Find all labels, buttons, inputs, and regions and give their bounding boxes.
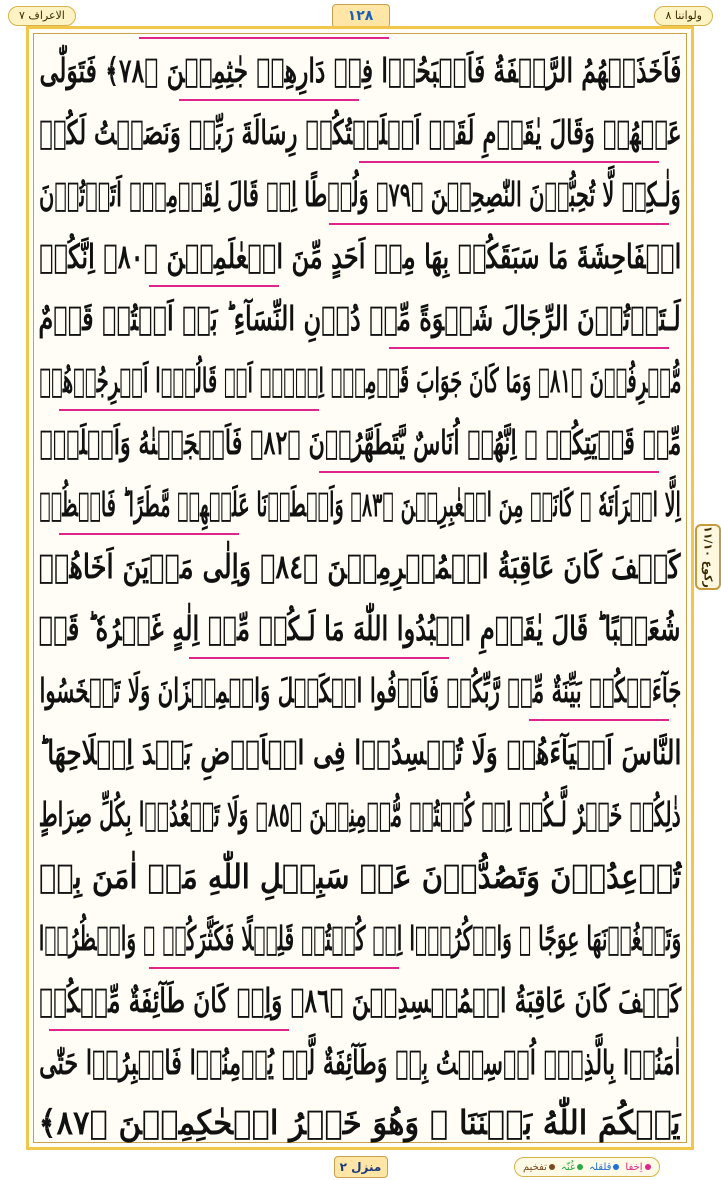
- page-number: ١٢٨: [332, 4, 390, 28]
- legend-item: اِخفا: [625, 1162, 650, 1173]
- verse-line: اِلَّا امۡرَاَتَهٗ ۖ كَانَتۡ مِنَ الۡغٰبِرِيۡنَ ﴿٨٣﴾ وَاَمۡطَرۡنَا عَلَيۡهِمۡ مَّطَرًا ؕ فَانۡظُرۡ: [39, 484, 681, 524]
- verse-line: النَّاسَ اَشۡيَآءَهُمۡ وَلَا تُفۡسِدُوۡا فِى الۡاَرۡضِ بَعۡدَ اِصۡلَاحِهَا ؕ: [38, 732, 682, 772]
- tajweed-rule-line: [329, 223, 669, 225]
- tajweed-rule-line: [189, 657, 449, 659]
- ruku-marker: ركوع ١١/١٠: [695, 524, 721, 590]
- verse-line: مِّنۡ قَرۡيَتِكُمۡ ۚ اِنَّهُمۡ اُنَاسٌ يَّتَطَهَّرُوۡنَ ﴿٨٢﴾ فَاَنۡجَيۡنٰهُ وَاَهۡلَهٗۤ: [39, 422, 681, 462]
- verse-line: مُّسۡرِفُوۡنَ ﴿٨١﴾ وَمَا كَانَ جَوَابَ قَوۡمِهٖۤ اِلَّاۤ اَنۡ قَالُوۡۤا اَخۡرِجُوۡهُمۡ: [38, 360, 682, 400]
- verse-line: كَيۡفَ كَانَ عَاقِبَةُ الۡمُجۡرِمِيۡنَ ﴿٨٤﴾ وَاِلٰى مَدۡيَنَ اَخَاهُمۡ: [39, 546, 681, 586]
- verse-line: الۡفَاحِشَةَ مَا سَبَقَكُمۡ بِهَا مِنۡ اَحَدٍ مِّنَ الۡعٰلَمِيۡنَ ﴿٨٠﴾ اِنَّكُمۡ: [38, 236, 682, 276]
- verse-line: شُعَيۡبًا ؕ قَالَ يٰقَوۡمِ اعۡبُدُوا اللّٰهَ مَا لَـكُمۡ مِّنۡ اِلٰهٍ غَيۡرُهٗ ؕ قَدۡ: [39, 608, 681, 648]
- verse-line: فَاَخَذَتۡهُمُ الرَّجۡفَةُ فَاَصۡبَحُوۡا فِيۡ دَارِهِمۡ جٰثِمِيۡنَ ﴿٧٨﴾ فَتَوَلّٰى: [39, 50, 681, 90]
- tajweed-rule-line: [319, 471, 659, 473]
- verse-line: ذٰلِكُمۡ خَيۡرٌ لَّـكُمۡ اِنۡ كُنۡتُمۡ مُّؤۡمِنِيۡنَ ﴿٨٥﴾ وَلَا تَقۡعُدُوۡا بِكُلِّ صِرَاطٍ: [38, 794, 681, 834]
- verse-line: تُوۡعِدُوۡنَ وَتَصُدُّوۡنَ عَنۡ سَبِيۡلِ اللّٰهِ مَنۡ اٰمَنَ بِهٖ: [38, 856, 682, 896]
- verse-line: وَتَبۡغُوۡنَهَا عِوَجًا ۚ وَاذۡكُرُوۡۤا اِذۡ كُنۡتُمۡ قَلِيۡلًا فَكَثَّرَكُمۡ ۖ وَانۡظُرُوۡا: [38, 918, 682, 958]
- verse-line: اٰمَنُوۡا بِالَّذِىۡۤ اُرۡسِلۡتُ بِهٖ وَطَآئِفَةٌ لَّمۡ يُؤۡمِنُوۡا فَاصۡبِرُوۡا حَتّٰى: [39, 1042, 681, 1082]
- surah-name-tag: الاعراف ٧: [8, 6, 76, 26]
- legend-item: قلقلہ: [589, 1162, 619, 1173]
- tajweed-rule-line: [149, 285, 279, 287]
- tajweed-rule-line: [59, 533, 239, 535]
- legend-dot-icon: [577, 1164, 583, 1170]
- tajweed-legend: [514, 1157, 660, 1177]
- tajweed-rule-line: [149, 967, 399, 969]
- text-frame: [26, 26, 694, 1150]
- tajweed-rule-line: [389, 347, 669, 349]
- tajweed-rule-line: [359, 161, 659, 163]
- page-header: [0, 4, 721, 26]
- tajweed-rule-line: [49, 1029, 289, 1031]
- page-footer: [0, 1153, 721, 1180]
- legend-item: غُنّہ: [561, 1162, 583, 1173]
- legend-dot-icon: [613, 1164, 619, 1170]
- legend-dot-icon: [645, 1164, 651, 1170]
- verse-line: لَـتَاۡتُوۡنَ الرِّجَالَ شَهۡوَةً مِّنۡ دُوۡنِ النِّسَآءِ ؕ بَلۡ اَنۡتُمۡ قَوۡمٌ: [38, 298, 682, 338]
- tajweed-rule-line: [179, 99, 359, 101]
- verse-line: جَآءَتۡكُمۡ بَيِّنَةٌ مِّنۡ رَّبِّكُمۡ فَاَوۡفُوا الۡكَيۡلَ وَالۡمِيۡزَانَ وَلَا تَبۡخَسُوا: [38, 670, 681, 710]
- juz-name-tag: ولواننا ٨: [654, 6, 713, 26]
- tajweed-rule-line: [139, 37, 389, 39]
- tajweed-rule-line: [59, 409, 319, 411]
- verse-line: يَحۡكُمَ اللّٰهُ بَيۡنَنَا ۚ وَهُوَ خَيۡرُ الۡحٰكِمِيۡنَ ﴿٨٧﴾: [38, 1102, 682, 1142]
- legend-dot-icon: [549, 1164, 555, 1170]
- verse-line: وَلٰـكِنۡ لَّا تُحِبُّوۡنَ النّٰصِحِيۡنَ ﴿٧٩﴾ وَلُوۡطًا اِذۡ قَالَ لِقَوۡمِهٖۤ اَتَاۡتُوۡنَ: [39, 174, 681, 214]
- manzil-label: منزل ٢: [334, 1156, 388, 1178]
- tajweed-rule-line: [529, 719, 669, 721]
- verse-line: كَيۡفَ كَانَ عَاقِبَةُ الۡمُفۡسِدِيۡنَ ﴿٨٦﴾ وَاِنۡ كَانَ طَآئِفَةٌ مِّنۡكُمۡ: [38, 980, 682, 1020]
- verse-line: عَنۡهُمۡ وَقَالَ يٰقَوۡمِ لَقَدۡ اَبۡلَغۡتُكُمۡ رِسَالَةَ رَبِّيۡ وَنَصَحۡتُ لَكُمۡ: [38, 112, 682, 152]
- legend-item: تفخیم: [523, 1162, 555, 1173]
